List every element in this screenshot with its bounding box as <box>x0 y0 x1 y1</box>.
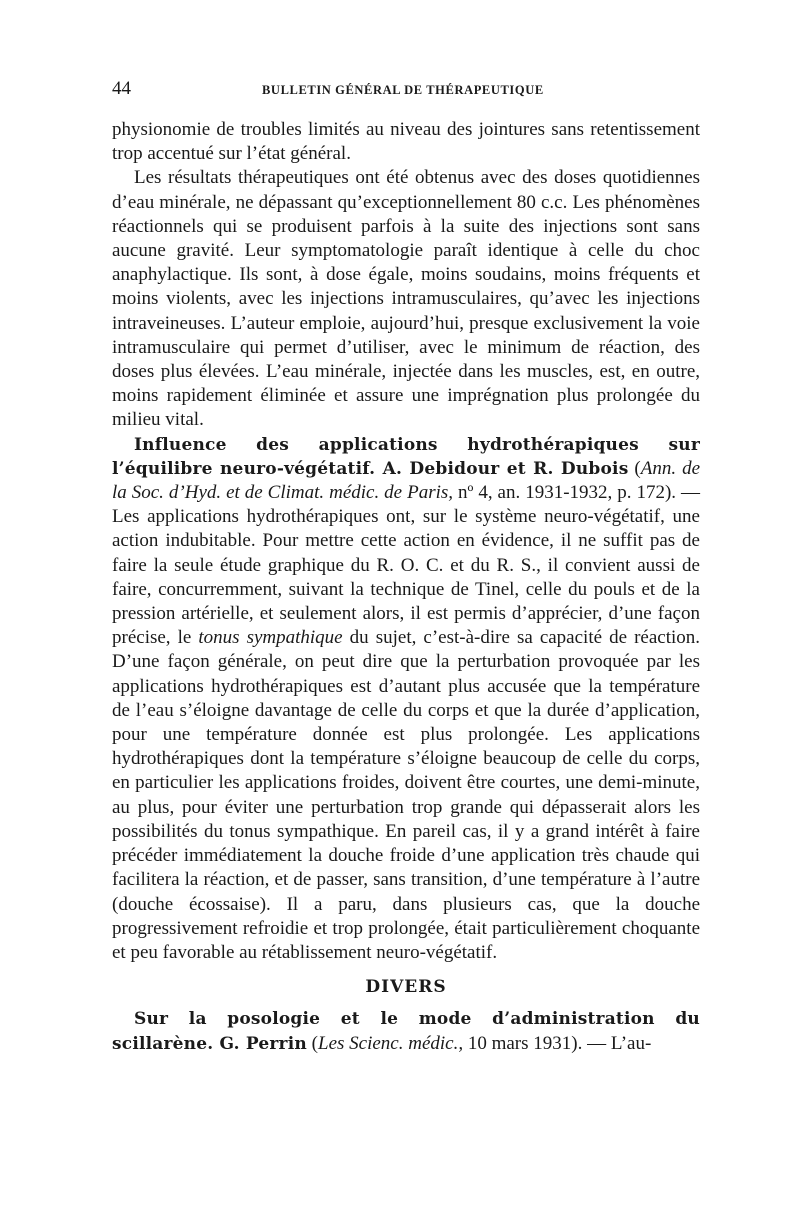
article-hydrotherapy-citation-journal: Ann. de la Soc. d’Hyd. et de Climat. médic. de Paris, <box>112 457 701 504</box>
article-hydrotherapy-text-b: du sujet, c’est-à-dire sa capacité de réaction. D’une façon générale, on peut dire que la perturbation provoquée par les applications hydrothérapiques est d’autant plus accusée que la température de l’eau s’éloigne davantage de celle du corps et que la durée d’application, pour une température donnée est plus prolongée. Les applications hydrothérapiques dont la température s’éloigne beaucoup de celle du corps, en particulier les applications froides, doivent être courtes, une demi-minute, au plus, pour éviter une perturbation trop grande qui dépasserait alors les possibilités du tonus sympathique. En pareil cas, il y a grand intérêt à faire précéder immédiatement la douche froide d’une application très chaude qui facilitera la réaction, et de passer, sans transition, d’une température à l’autre (douche écossaise). Il a paru, dans plusieurs cas, que la douche progressivement refroidie et trop prolongée, était particulièrement choquante et peu favorable au rétablissement neuro-végétatif. <box>112 627 700 963</box>
article-scillarene-text: — L’au- <box>582 1032 652 1054</box>
article-scillarene-citation-rest: 10 mars 1931). <box>463 1032 583 1054</box>
page-header <box>112 78 702 102</box>
paragraph-continuation: physionomie de troubles limités au niveau des jointures sans retentissement trop accentué sur l’état général. <box>112 119 700 165</box>
page-number: 44 <box>112 78 131 99</box>
article-hydrotherapy-text-a: — Les applications hydrothérapiques ont, sur le système neuro-végétatif, une action indubitable. Pour mettre cette action en évidence, il ne suffit pas de faire la seule étude graphique du R. O. C. et du R. S., il convient aussi de faire, concurremment, suivant la technique de Tinel, celle du pouls et de la pression artérielle, et seulement alors, il est permis d’apprécier, d’une façon précise, le <box>112 482 701 649</box>
article-scillarene <box>112 1007 700 1055</box>
article-hydrotherapy-citation-open: ( <box>628 457 641 479</box>
paragraph-results: Les résultats thérapeutiques ont été obtenus avec des doses quotidiennes d’eau minérale, ne dépassant qu’exceptionnellement 80 c.c. Les phénomènes réactionnels qui se produisent parfois à la suite des injections sont sans aucune gravité. Leur symptomatologie paraît identique à celle du choc anaphylactique. Ils sont, à dose égale, moins soudains, moins fréquents et moins violents, avec les injections intramusculaires, qu’avec les injections intraveineuses. L’auteur emploie, aujourd’hui, presque exclusivement la voie intramusculaire qui permet d’utiliser, avec le minimum de réaction, des doses plus élevées. L’eau minérale, injectée dans les muscles, est, en outre, moins rapidement éliminée et assure une imprégnation plus prolongée du milieu vital. <box>112 167 700 431</box>
body-text <box>112 118 700 1056</box>
running-title: BULLETIN GÉNÉRAL DE THÉRAPEUTIQUE <box>262 83 544 97</box>
article-hydrotherapy-citation-rest: nº 4, an. 1931-1932, p. 172). <box>453 482 677 504</box>
article-scillarene-title: Sur la posologie et le mode d’administration du scillarène. G. Perrin <box>112 1009 700 1054</box>
article-hydrotherapy-title: Influence des applications hydrothérapiques sur l’équilibre neuro-végétatif. A. Debidour et R. Dubois <box>112 434 700 479</box>
divers-heading: DIVERS <box>365 977 447 998</box>
article-hydrotherapy <box>112 433 700 965</box>
article-scillarene-citation-open: ( <box>306 1032 318 1054</box>
article-scillarene-citation-journal: Les Scienc. médic., <box>318 1032 464 1054</box>
article-hydrotherapy-italic-term: tonus sympathique <box>198 627 343 649</box>
